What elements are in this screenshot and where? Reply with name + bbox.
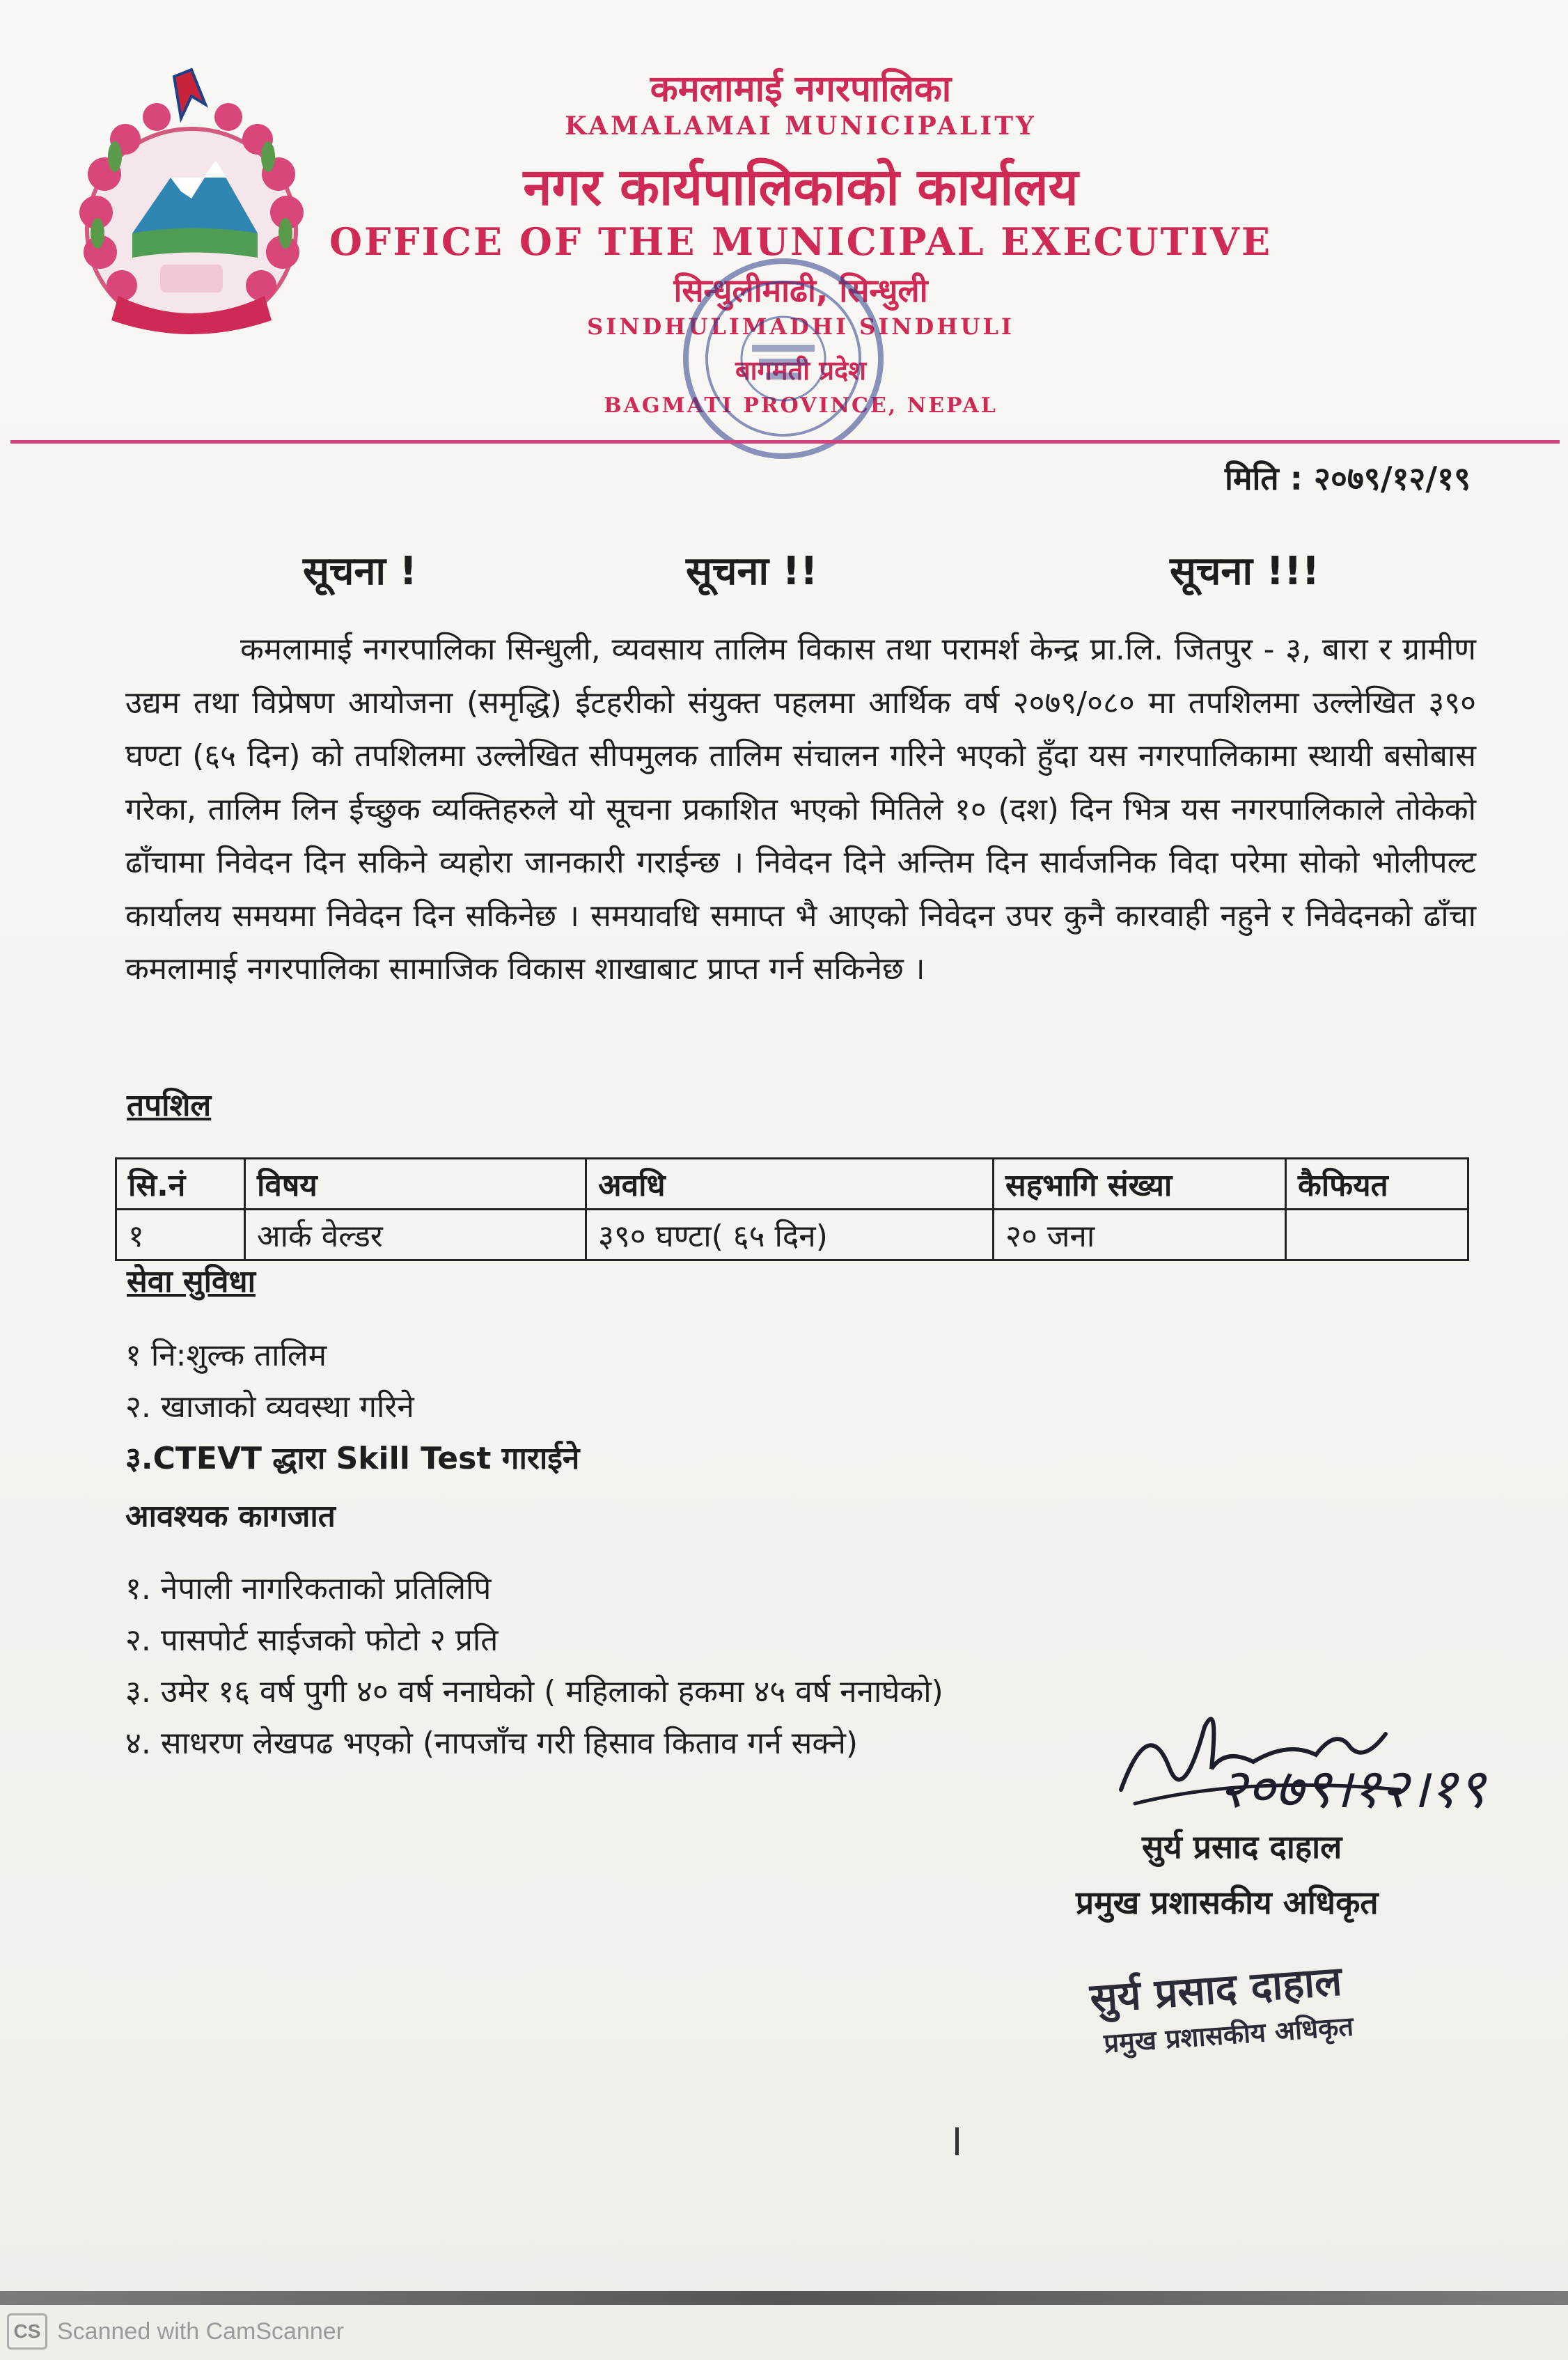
office-name-np: नगर कार्यपालिकाको कार्यालय [523,157,1079,217]
documents-heading: आवश्यक कागजात [125,1499,336,1534]
office-name-en: OFFICE OF THE MUNICIPAL EXECUTIVE [329,219,1273,264]
camscanner-watermark [7,2311,344,2352]
list-item: १. नेपाली नागरिकताको प्रतिलिपि [125,1571,492,1607]
details-heading: तपशिल [127,1088,212,1123]
municipality-name-en: KAMALAMAI MUNICIPALITY [565,111,1037,141]
list-item: २. खाजाको व्यवस्था गरिने [125,1389,414,1425]
place-en: SINDHULIMADHI SINDHULI [587,313,1014,340]
place-np: सिन्धुलीमाढी, सिन्धुली [673,272,928,309]
province-np: बागमती प्रदेश [735,355,867,386]
table-header-cell: सि.नं [116,1159,245,1210]
province-en: BAGMATI PROVINCE, NEPAL [604,393,998,418]
table-cell [1286,1210,1468,1260]
table-header-cell: सहभागि संख्या [994,1159,1286,1210]
notice-word-3: सूचना !!! [1170,549,1320,594]
table-cell: आर्क वेल्डर [245,1210,586,1260]
notice-word-2: सूचना !! [686,549,818,594]
letterhead-rule [10,440,1560,444]
table-header-cell: कैफियत [1286,1159,1468,1210]
table-cell: ३९० घण्टा( ६५ दिन) [586,1210,994,1260]
office-stamp-icon [668,247,898,470]
table-header-cell: अवधि [586,1159,994,1210]
list-item: २. पासपोर्ट साईजको फोटो २ प्रति [125,1623,499,1658]
table-cell: १ [116,1210,245,1260]
table-row [116,1210,1468,1260]
scan-mark [955,2127,959,2155]
documents-list [125,1563,943,1769]
scan-edge-shadow [0,2291,1568,2305]
services-list [125,1330,579,1485]
list-item: ३.CTEVT द्धारा Skill Test गाराईने [125,1441,580,1476]
camscanner-logo-icon: CS [7,2313,47,2350]
services-heading: सेवा सुविधा [127,1264,256,1299]
table-header-row [116,1159,1468,1210]
notice-date: मिति : २०७९/१२/१९ [1225,460,1471,497]
name-stamp: सुर्य प्रसाद दाहाल [1088,1957,1344,2022]
signatory-title: प्रमुख प्रशासकीय अधिकृत [1076,1884,1379,1921]
list-item: ४. साधरण लेखपढ भएको (नापजाँच गरी हिसाव किताव गर्न सक्ने) [125,1726,859,1761]
training-details-table [115,1157,1469,1261]
title-stamp: प्रमुख प्रशासकीय अधिकृत [1102,2010,1355,2059]
municipality-name-np: कमलामाई नगरपालिका [650,68,952,110]
table-cell: २० जना [994,1210,1286,1260]
list-item: १ नि:शुल्क तालिम [125,1338,327,1373]
handwritten-number: २०७९।१२।१९ [1218,1758,1486,1820]
table-header-cell: विषय [245,1159,586,1210]
handwritten-signature-icon [1107,1685,1497,1838]
signatory-name: सुर्य प्रसाद दाहाल [1142,1828,1342,1866]
list-item: ३. उमेर १६ वर्ष पुगी ४० वर्ष ननाघेको ( महिलाको हकमा ४५ वर्ष ननाघेको) [125,1674,943,1710]
camscanner-text: Scanned with CamScanner [57,2318,345,2345]
notice-body-paragraph: कमलामाई नगरपालिका सिन्धुली, व्यवसाय तालिम विकास तथा परामर्श केन्द्र प्रा.लि. जितपुर - ३, बारा र ग्रामीण उद्यम तथा विप्रेषण आयोजना (समृद्धि) ईटहरीको संयुक्त पहलमा आर्थिक वर्ष २०७९/०८० मा तपशिलमा उल्लेखित ३९० घण्टा (६५ दिन) को तपशिलमा उल्लेखित सीपमुलक तालिम संचालन गरिने भएको हुँदा यस नगरपालिकामा स्थायी बसोबास गरेका, तालिम लिन ईच्छुक व्यक्तिहरुले यो सूचना प्रकाशित भएको मितिले १० (दश) दिन भित्र यस नगरपालिकाले तोकेको ढाँचामा निवेदन दिन सकिने व्यहोरा जानकारी गराईन्छ । निवेदन दिने अन्तिम दिन सार्वजनिक विदा परेमा सोको भोलीपल्ट कार्यालय समयमा निवेदन दिन सकिनेछ । समयावधि समाप्त भै आएको निवेदन उपर कुनै कारवाही नहुने र निवेदनको ढाँचा कमलामाई नगरपालिका सामाजिक विकास शाखाबाट प्राप्त गर्न सकिनेछ । [125,632,1476,987]
notice-word-1: सूचना ! [303,549,418,594]
